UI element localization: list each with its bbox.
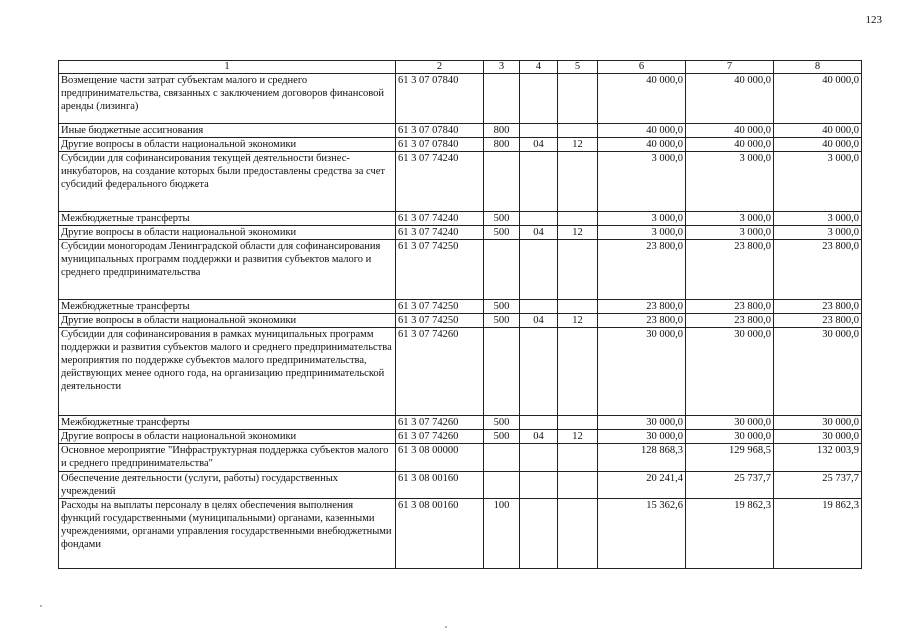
amount-year2-cell: 23 800,0 xyxy=(686,240,774,300)
column-number-cell: 1 xyxy=(59,61,396,74)
section-cell: 04 xyxy=(520,226,558,240)
item-name-cell: Обеспечение деятельности (услуги, работы) государственных учреждений xyxy=(59,472,396,499)
table-row xyxy=(59,240,862,300)
section-cell xyxy=(520,444,558,472)
expense-type-cell: 500 xyxy=(484,212,520,226)
target-article-cell: 61 3 07 74250 xyxy=(396,314,484,328)
section-cell xyxy=(520,416,558,430)
item-name-cell: Основное мероприятие "Инфраструктурная поддержка субъектов малого и среднего предпринимательства" xyxy=(59,444,396,472)
amount-year2-cell: 25 737,7 xyxy=(686,472,774,499)
amount-year3-cell: 25 737,7 xyxy=(774,472,862,499)
amount-year3-cell: 23 800,0 xyxy=(774,314,862,328)
item-name-cell: Другие вопросы в области национальной экономики xyxy=(59,138,396,152)
table-row xyxy=(59,300,862,314)
amount-year2-cell: 30 000,0 xyxy=(686,416,774,430)
subsection-cell xyxy=(558,74,598,124)
amount-year3-cell: 40 000,0 xyxy=(774,124,862,138)
section-cell xyxy=(520,212,558,226)
expense-type-cell xyxy=(484,74,520,124)
target-article-cell: 61 3 08 00160 xyxy=(396,499,484,569)
amount-year3-cell: 40 000,0 xyxy=(774,138,862,152)
item-name-cell: Другие вопросы в области национальной экономики xyxy=(59,226,396,240)
section-cell xyxy=(520,328,558,416)
amount-year1-cell: 128 868,3 xyxy=(598,444,686,472)
table-row xyxy=(59,430,862,444)
amount-year3-cell: 132 003,9 xyxy=(774,444,862,472)
table-row xyxy=(59,444,862,472)
target-article-cell: 61 3 08 00160 xyxy=(396,472,484,499)
table-row xyxy=(59,124,862,138)
expense-type-cell: 500 xyxy=(484,416,520,430)
amount-year2-cell: 40 000,0 xyxy=(686,74,774,124)
subsection-cell xyxy=(558,152,598,212)
column-number-row xyxy=(59,61,862,74)
target-article-cell: 61 3 07 07840 xyxy=(396,74,484,124)
target-article-cell: 61 3 07 74250 xyxy=(396,300,484,314)
target-article-cell: 61 3 07 07840 xyxy=(396,138,484,152)
subsection-cell xyxy=(558,124,598,138)
amount-year1-cell: 40 000,0 xyxy=(598,124,686,138)
amount-year3-cell: 19 862,3 xyxy=(774,499,862,569)
section-cell xyxy=(520,499,558,569)
subsection-cell xyxy=(558,472,598,499)
amount-year1-cell: 30 000,0 xyxy=(598,430,686,444)
column-number-cell: 7 xyxy=(686,61,774,74)
column-number-cell: 5 xyxy=(558,61,598,74)
target-article-cell: 61 3 07 74240 xyxy=(396,226,484,240)
scan-speck xyxy=(40,605,42,607)
subsection-cell xyxy=(558,240,598,300)
column-number-cell: 4 xyxy=(520,61,558,74)
amount-year1-cell: 30 000,0 xyxy=(598,328,686,416)
budget-table xyxy=(58,60,862,569)
subsection-cell: 12 xyxy=(558,430,598,444)
expense-type-cell xyxy=(484,444,520,472)
item-name-cell: Межбюджетные трансферты xyxy=(59,416,396,430)
expense-type-cell: 100 xyxy=(484,499,520,569)
subsection-cell: 12 xyxy=(558,226,598,240)
table-row xyxy=(59,138,862,152)
section-cell xyxy=(520,124,558,138)
amount-year2-cell: 30 000,0 xyxy=(686,430,774,444)
amount-year3-cell: 23 800,0 xyxy=(774,240,862,300)
amount-year1-cell: 40 000,0 xyxy=(598,74,686,124)
amount-year2-cell: 23 800,0 xyxy=(686,314,774,328)
section-cell xyxy=(520,300,558,314)
target-article-cell: 61 3 07 74260 xyxy=(396,328,484,416)
amount-year1-cell: 3 000,0 xyxy=(598,212,686,226)
amount-year3-cell: 40 000,0 xyxy=(774,74,862,124)
target-article-cell: 61 3 07 74250 xyxy=(396,240,484,300)
amount-year2-cell: 19 862,3 xyxy=(686,499,774,569)
target-article-cell: 61 3 08 00000 xyxy=(396,444,484,472)
subsection-cell xyxy=(558,499,598,569)
table-row xyxy=(59,472,862,499)
item-name-cell: Субсидии моногородам Ленинградской области для софинансирования муниципальных программ поддержки и развития субъектов малого и среднего предпринимательства xyxy=(59,240,396,300)
table-row xyxy=(59,314,862,328)
column-number-cell: 8 xyxy=(774,61,862,74)
amount-year3-cell: 23 800,0 xyxy=(774,300,862,314)
scan-speck xyxy=(445,626,447,628)
amount-year2-cell: 3 000,0 xyxy=(686,212,774,226)
item-name-cell: Субсидии для софинансирования текущей деятельности бизнес-инкубаторов, на создание которых были предоставлены средства за счет субсидий федерального бюджета xyxy=(59,152,396,212)
subsection-cell xyxy=(558,444,598,472)
table-row xyxy=(59,212,862,226)
amount-year2-cell: 3 000,0 xyxy=(686,226,774,240)
amount-year2-cell: 23 800,0 xyxy=(686,300,774,314)
subsection-cell xyxy=(558,328,598,416)
subsection-cell xyxy=(558,300,598,314)
amount-year2-cell: 40 000,0 xyxy=(686,138,774,152)
target-article-cell: 61 3 07 74260 xyxy=(396,416,484,430)
target-article-cell: 61 3 07 07840 xyxy=(396,124,484,138)
item-name-cell: Межбюджетные трансферты xyxy=(59,212,396,226)
expense-type-cell: 800 xyxy=(484,138,520,152)
subsection-cell: 12 xyxy=(558,138,598,152)
item-name-cell: Расходы на выплаты персоналу в целях обеспечения выполнения функций государственными (муниципальными) органами, казенными учреждениями, органами управления государственными внебюджетными фондами xyxy=(59,499,396,569)
amount-year2-cell: 30 000,0 xyxy=(686,328,774,416)
column-number-cell: 3 xyxy=(484,61,520,74)
page-number: 123 xyxy=(865,14,882,26)
expense-type-cell: 800 xyxy=(484,124,520,138)
column-number-cell: 2 xyxy=(396,61,484,74)
table-row xyxy=(59,152,862,212)
amount-year2-cell: 129 968,5 xyxy=(686,444,774,472)
table-row xyxy=(59,74,862,124)
expense-type-cell: 500 xyxy=(484,430,520,444)
expense-type-cell: 500 xyxy=(484,226,520,240)
item-name-cell: Другие вопросы в области национальной экономики xyxy=(59,430,396,444)
amount-year3-cell: 3 000,0 xyxy=(774,212,862,226)
section-cell xyxy=(520,472,558,499)
amount-year3-cell: 30 000,0 xyxy=(774,416,862,430)
table-row xyxy=(59,499,862,569)
target-article-cell: 61 3 07 74260 xyxy=(396,430,484,444)
item-name-cell: Межбюджетные трансферты xyxy=(59,300,396,314)
item-name-cell: Другие вопросы в области национальной экономики xyxy=(59,314,396,328)
amount-year1-cell: 23 800,0 xyxy=(598,314,686,328)
table-row xyxy=(59,416,862,430)
expense-type-cell: 500 xyxy=(484,314,520,328)
expense-type-cell xyxy=(484,472,520,499)
amount-year1-cell: 3 000,0 xyxy=(598,226,686,240)
subsection-cell: 12 xyxy=(558,314,598,328)
column-number-cell: 6 xyxy=(598,61,686,74)
subsection-cell xyxy=(558,212,598,226)
target-article-cell: 61 3 07 74240 xyxy=(396,212,484,226)
section-cell xyxy=(520,240,558,300)
section-cell: 04 xyxy=(520,430,558,444)
table-row xyxy=(59,226,862,240)
expense-type-cell xyxy=(484,152,520,212)
item-name-cell: Иные бюджетные ассигнования xyxy=(59,124,396,138)
expense-type-cell xyxy=(484,240,520,300)
amount-year3-cell: 30 000,0 xyxy=(774,328,862,416)
amount-year1-cell: 30 000,0 xyxy=(598,416,686,430)
amount-year1-cell: 20 241,4 xyxy=(598,472,686,499)
amount-year3-cell: 3 000,0 xyxy=(774,152,862,212)
amount-year1-cell: 3 000,0 xyxy=(598,152,686,212)
target-article-cell: 61 3 07 74240 xyxy=(396,152,484,212)
expense-type-cell: 500 xyxy=(484,300,520,314)
section-cell: 04 xyxy=(520,314,558,328)
amount-year1-cell: 15 362,6 xyxy=(598,499,686,569)
amount-year3-cell: 3 000,0 xyxy=(774,226,862,240)
table-row xyxy=(59,328,862,416)
amount-year1-cell: 40 000,0 xyxy=(598,138,686,152)
section-cell: 04 xyxy=(520,138,558,152)
amount-year2-cell: 3 000,0 xyxy=(686,152,774,212)
item-name-cell: Возмещение части затрат субъектам малого и среднего предпринимательства, связанных с заключением договоров финансовой аренды (лизинга) xyxy=(59,74,396,124)
expense-type-cell xyxy=(484,328,520,416)
item-name-cell: Субсидии для софинансирования в рамках муниципальных программ поддержки и развития субъектов малого и среднего предпринимательства мероприятия по поддержке субъектов малого предпринимательства, действующих менее одного года, на организацию предпринимательской деятельности xyxy=(59,328,396,416)
amount-year1-cell: 23 800,0 xyxy=(598,300,686,314)
subsection-cell xyxy=(558,416,598,430)
amount-year2-cell: 40 000,0 xyxy=(686,124,774,138)
section-cell xyxy=(520,152,558,212)
amount-year1-cell: 23 800,0 xyxy=(598,240,686,300)
amount-year3-cell: 30 000,0 xyxy=(774,430,862,444)
section-cell xyxy=(520,74,558,124)
